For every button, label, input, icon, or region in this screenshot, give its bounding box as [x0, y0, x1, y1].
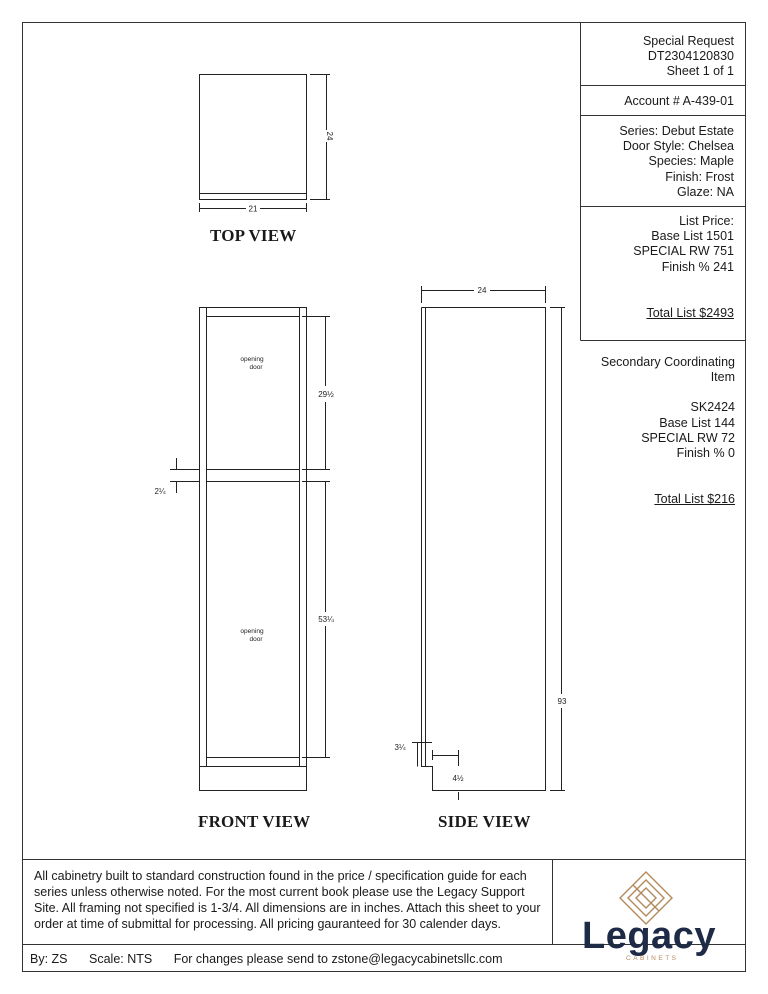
- footer-info-row: [30, 952, 521, 966]
- base-list: Base List 1501: [651, 229, 734, 244]
- side-depth-dim: 24: [477, 286, 487, 295]
- pricing-block: [584, 214, 734, 275]
- finish-percent: Finish % 241: [661, 259, 734, 274]
- secondary-base-list: Base List 144: [659, 415, 735, 430]
- specs-block: [584, 124, 734, 200]
- scale: Scale: NTS: [89, 952, 153, 966]
- secondary-item: SK2424: [690, 400, 735, 415]
- secondary-total-list: Total List $216: [654, 492, 735, 506]
- disclaimer-text: All cabinetry built to standard construction found in the price / specification guide for each series unless otherwise noted. For the most current book please use the Legacy Support Site. All framing not specified is 1-3/4. All dimensions are in inches. Attach this sheet to your order at time of submittal for processing. All pricing gauranteed for 30 calender days.: [34, 869, 541, 931]
- door-style: Door Style: Chelsea: [622, 139, 734, 154]
- side-view-drawing: [412, 286, 565, 800]
- upper-opening-note-line1: opening: [240, 356, 264, 363]
- top-view-title: TOP VIEW: [210, 226, 297, 245]
- side-height-dim: 93: [557, 697, 567, 706]
- side-view-title: SIDE VIEW: [438, 812, 531, 831]
- request-id: DT2304120830: [647, 49, 734, 64]
- top-width-dim: 21: [248, 204, 258, 214]
- list-price-label: List Price:: [679, 214, 734, 228]
- request-header: [584, 34, 734, 80]
- species: Species: Maple: [648, 154, 734, 169]
- front-view-title: FRONT VIEW: [198, 812, 311, 831]
- secondary-finish-percent: Finish % 0: [676, 446, 735, 461]
- account-number: Account # A-439-01: [624, 94, 734, 108]
- secondary-heading-line1: Secondary Coordinating: [600, 355, 735, 369]
- lower-opening-note-line2: door: [249, 636, 263, 643]
- logo-wordmark: Legacy: [582, 915, 716, 957]
- logo-tagline: CABINETS: [626, 955, 679, 962]
- secondary-block: [584, 355, 735, 461]
- request-type: Special Request: [642, 34, 734, 48]
- side-toe-height-dim: 3¼: [394, 743, 406, 752]
- front-view-drawing: [170, 308, 330, 791]
- top-view-drawing: [200, 75, 331, 213]
- drawn-by: By: ZS: [30, 952, 68, 966]
- secondary-special-rw: SPECIAL RW 72: [641, 430, 735, 445]
- contact-line: For changes please send to zstone@legacycabinetsllc.com: [173, 952, 503, 966]
- front-rail-dim: 2¼: [154, 487, 166, 496]
- glaze: Glaze: NA: [677, 184, 734, 199]
- total-list: Total List $2493: [646, 306, 734, 320]
- finish: Finish: Frost: [665, 169, 734, 184]
- special-rw: SPECIAL RW 751: [633, 244, 734, 259]
- upper-opening-note-line2: door: [249, 364, 263, 371]
- sheet-number: Sheet 1 of 1: [666, 64, 734, 79]
- front-lower-opening-dim: 53¼: [318, 615, 334, 624]
- top-depth-dim: 24: [325, 131, 334, 141]
- secondary-heading-line2: Item: [710, 370, 735, 385]
- account-block: [584, 94, 734, 109]
- lower-opening-note-line1: opening: [240, 628, 264, 635]
- side-toe-depth-dim: 4½: [452, 774, 464, 783]
- front-upper-opening-dim: 29½: [318, 390, 334, 399]
- series: Series: Debut Estate: [619, 124, 734, 138]
